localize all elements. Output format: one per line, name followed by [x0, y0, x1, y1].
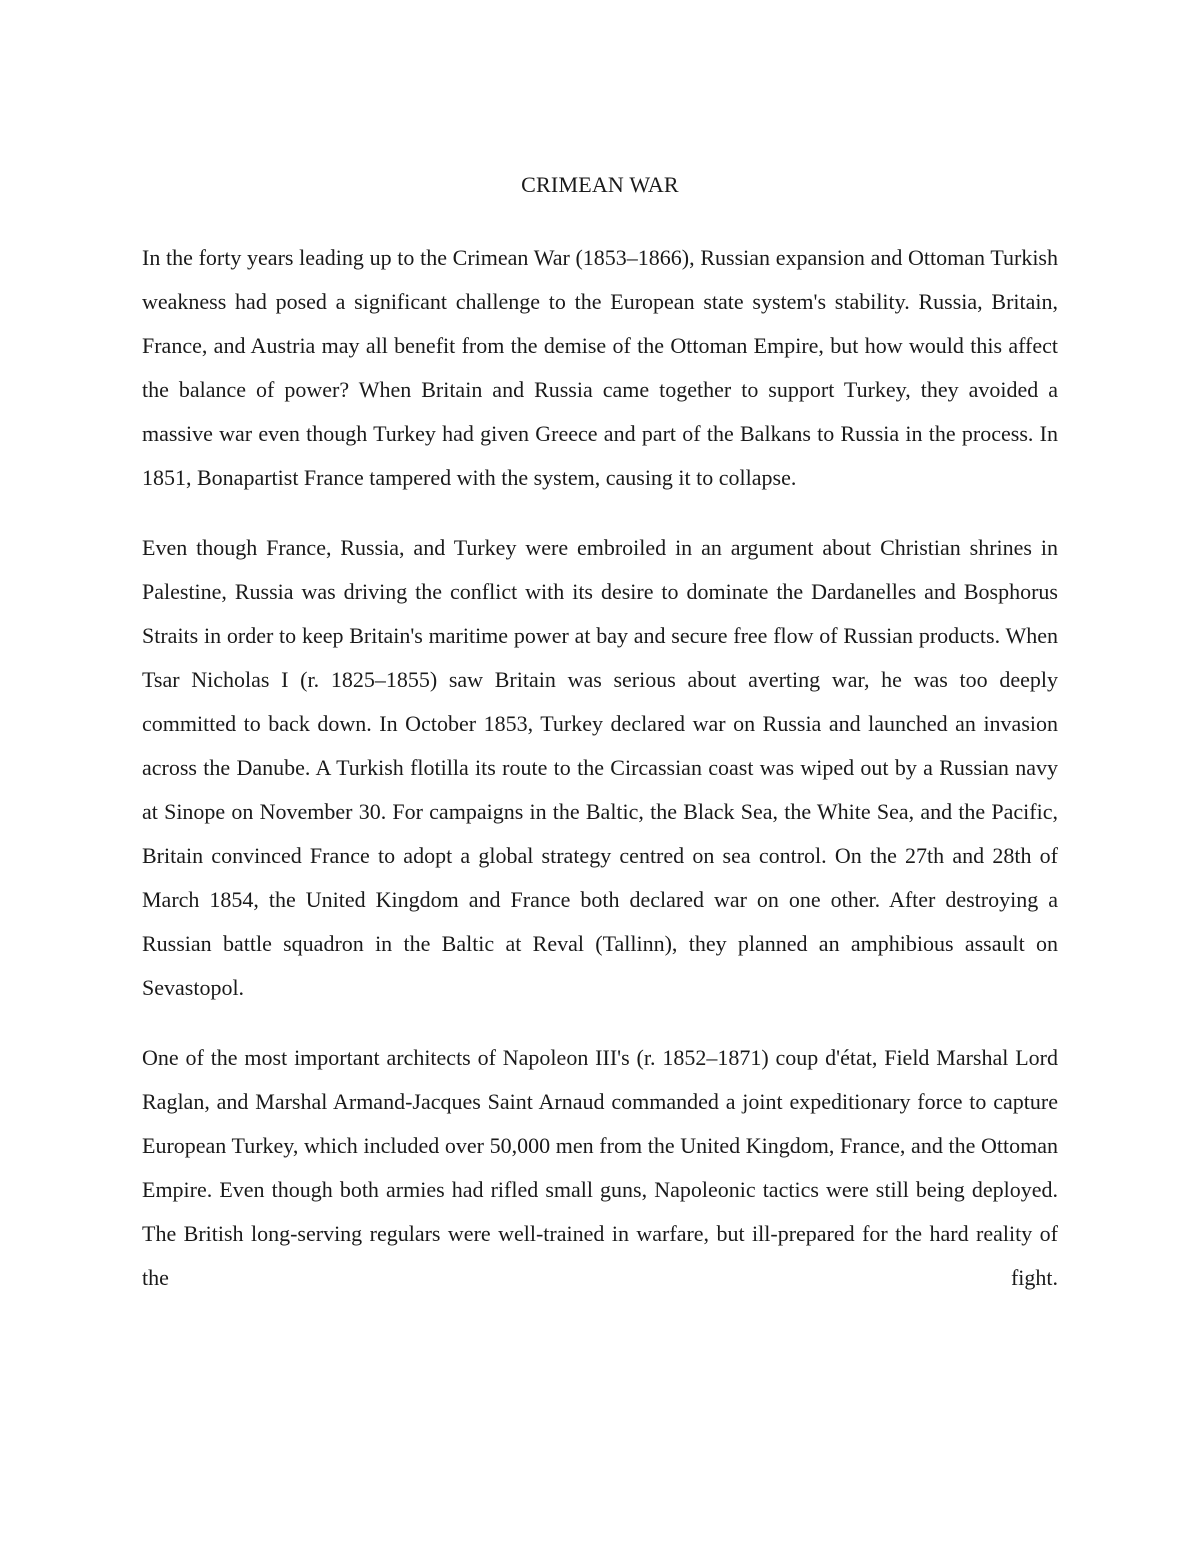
paragraph-1: In the forty years leading up to the Crimean War (1853–1866), Russian expansion and Ottoman Turkish weakness had posed a significant challenge to the European state system's stability. Russia, Britain, France, and Austria may all benefit from the demise of the Ottoman Empire, but how would this affect the balance of power? When Britain and Russia came together to support Turkey, they avoided a massive war even though Turkey had given Greece and part of the Balkans to Russia in the process. In 1851, Bonapartist France tampered with the system, causing it to collapse. [142, 245, 1058, 490]
paragraph-2: Even though France, Russia, and Turkey were embroiled in an argument about Christian shrines in Palestine, Russia was driving the conflict with its desire to dominate the Dardanelles and Bosphorus Straits in order to keep Britain's maritime power at bay and secure free flow of Russian products. When Tsar Nicholas I (r. 1825–1855) saw Britain was serious about averting war, he was too deeply committed to back down. In October 1853, Turkey declared war on Russia and launched an invasion across the Danube. A Turkish flotilla its route to the Circassian coast was wiped out by a Russian navy at Sinope on November 30. For campaigns in the Baltic, the Black Sea, the White Sea, and the Pacific, Britain convinced France to adopt a global strategy centred on sea control. On the 27th and 28th of March 1854, the United Kingdom and France both declared war on one other. After destroying a Russian battle squadron in the Baltic at Reval (Tallinn), they planned an amphibious assault on Sevastopol. [142, 535, 1058, 1000]
document-body [142, 236, 1058, 1300]
paragraph-3: One of the most important architects of Napoleon III's (r. 1852–1871) coup d'état, Field Marshal Lord Raglan, and Marshal Armand-Jacques Saint Arnaud commanded a joint expeditionary force to capture European Turkey, which included over 50,000 men from the United Kingdom, France, and the Ottoman Empire. Even though both armies had rifled small guns, Napoleonic tactics were still being deployed. The British long-serving regulars were well-trained in warfare, but ill-prepared for the hard reality of the fight. [142, 1045, 1058, 1290]
document-title: CRIMEAN WAR [521, 172, 679, 197]
